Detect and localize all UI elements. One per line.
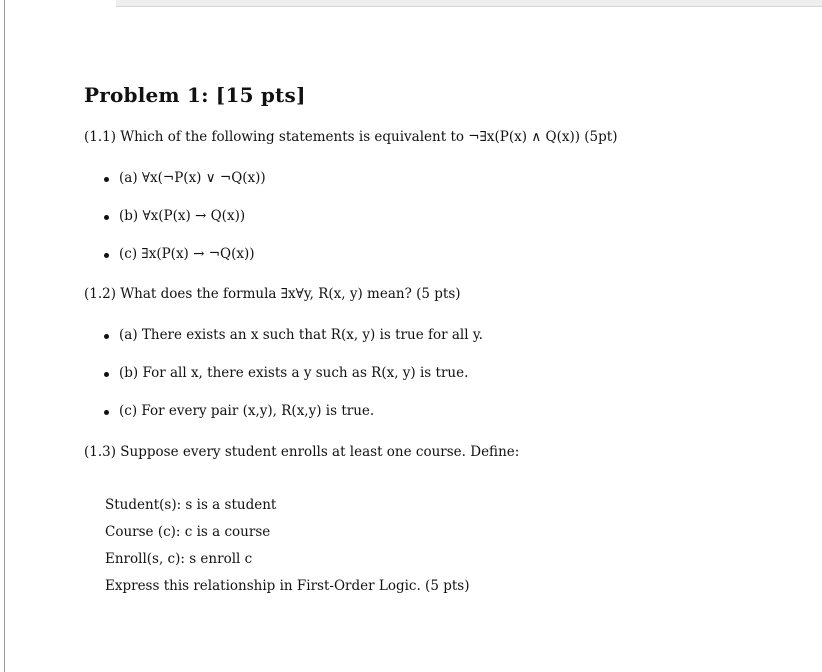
question-1-3-instruction: Express this relationship in First-Order Logic. (5 pts) [105,578,470,594]
bullet-icon [104,410,109,415]
definition-student: Student(s): s is a student [105,497,277,513]
question-1-1-option-c: (c) ∃x(P(x) → ¬Q(x)) [119,246,255,262]
definition-enroll: Enroll(s, c): s enroll c [105,551,253,567]
bullet-icon [104,177,109,182]
question-1-3-prompt: (1.3) Suppose every student enrolls at least one course. Define: [84,444,520,460]
bullet-icon [104,334,109,339]
question-1-2-option-c: (c) For every pair (x,y), R(x,y) is true. [119,403,375,419]
bullet-icon [104,372,109,377]
problem-title: Problem 1: [15 pts] [84,83,306,107]
question-1-2-option-b: (b) For all x, there exists a y such as R(x, y) is true. [119,365,469,381]
question-1-1-prompt: (1.1) Which of the following statements is equivalent to ¬∃x(P(x) ∧ Q(x)) (5pt) [84,129,618,145]
question-1-1-option-a: (a) ∀x(¬P(x) ∨ ¬Q(x)) [119,170,266,186]
bullet-icon [104,253,109,258]
bullet-icon [104,215,109,220]
question-1-2-option-a: (a) There exists an x such that R(x, y) is true for all y. [119,327,483,343]
question-1-2-prompt: (1.2) What does the formula ∃x∀y, R(x, y) mean? (5 pts) [84,286,461,302]
definition-course: Course (c): c is a course [105,524,271,540]
question-1-1-option-b: (b) ∀x(P(x) → Q(x)) [119,208,246,224]
